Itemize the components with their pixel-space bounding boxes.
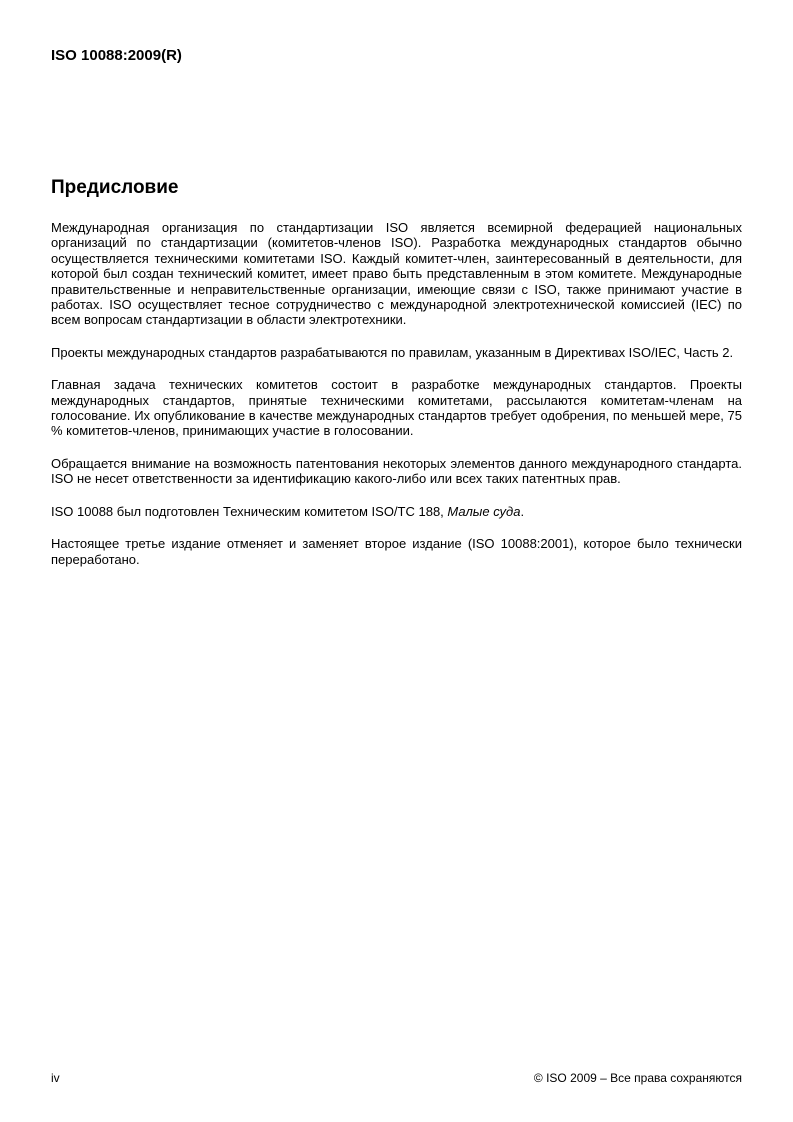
footer-page-number: iv: [51, 1071, 60, 1085]
committee-name-italic: Малые суда: [447, 503, 521, 519]
foreword-paragraph-4: Обращается внимание на возможность патентования некоторых элементов данного международного стандарта. ISO не несет ответственности за идентификацию какого-либо или всех таких патентных прав.: [51, 455, 742, 487]
foreword-paragraph-1: Международная организация по стандартизации ISO является всемирной федерацией национальных организаций по стандартизации (комитетов-членов ISO). Разработка международных стандартов обычно осуществляется техническими комитетами ISO. Каждый комитет-член, заинтересованный в деятельности, для которой был создан технический комитет, имеет право быть представленным в этом комитете. Международные правительственные и неправительственные организации, имеющие связи с ISO, также принимают участие в работах. ISO осуществляет тесное сотрудничество с международной электротехнической комиссией (IEC) по всем вопросам стандартизации в области электротехники.: [51, 220, 742, 328]
header-doc-number: ISO 10088:2009(R): [51, 47, 182, 64]
foreword-paragraph-3: Главная задача технических комитетов состоит в разработке международных стандартов. Проекты международных стандартов, принятые техническими комитетами, рассылаются комитетам-членам на голосование. Их опубликование в качестве международных стандартов требует одобрения, по меньшей мере, 75 % комитетов-членов, принимающих участие в голосовании.: [51, 377, 742, 439]
foreword-heading: Предисловие: [51, 177, 179, 198]
committee-text: ISO 10088 был подготовлен Техническим комитетом ISO/TC 188,: [51, 503, 448, 519]
page-footer: [51, 1071, 742, 1085]
foreword-paragraph-6: Настоящее третье издание отменяет и заменяет второе издание (ISO 10088:2001), которое было технически переработано.: [51, 536, 742, 567]
foreword-paragraph-5: [51, 504, 742, 519]
foreword-paragraph-2: Проекты международных стандартов разрабатываются по правилам, указанным в Директивах ISO/IEC, Часть 2.: [51, 344, 734, 360]
committee-text-end: .: [520, 503, 525, 519]
footer-copyright: © ISO 2009 – Все права сохраняются: [533, 1071, 742, 1085]
page-content: [51, 47, 742, 584]
